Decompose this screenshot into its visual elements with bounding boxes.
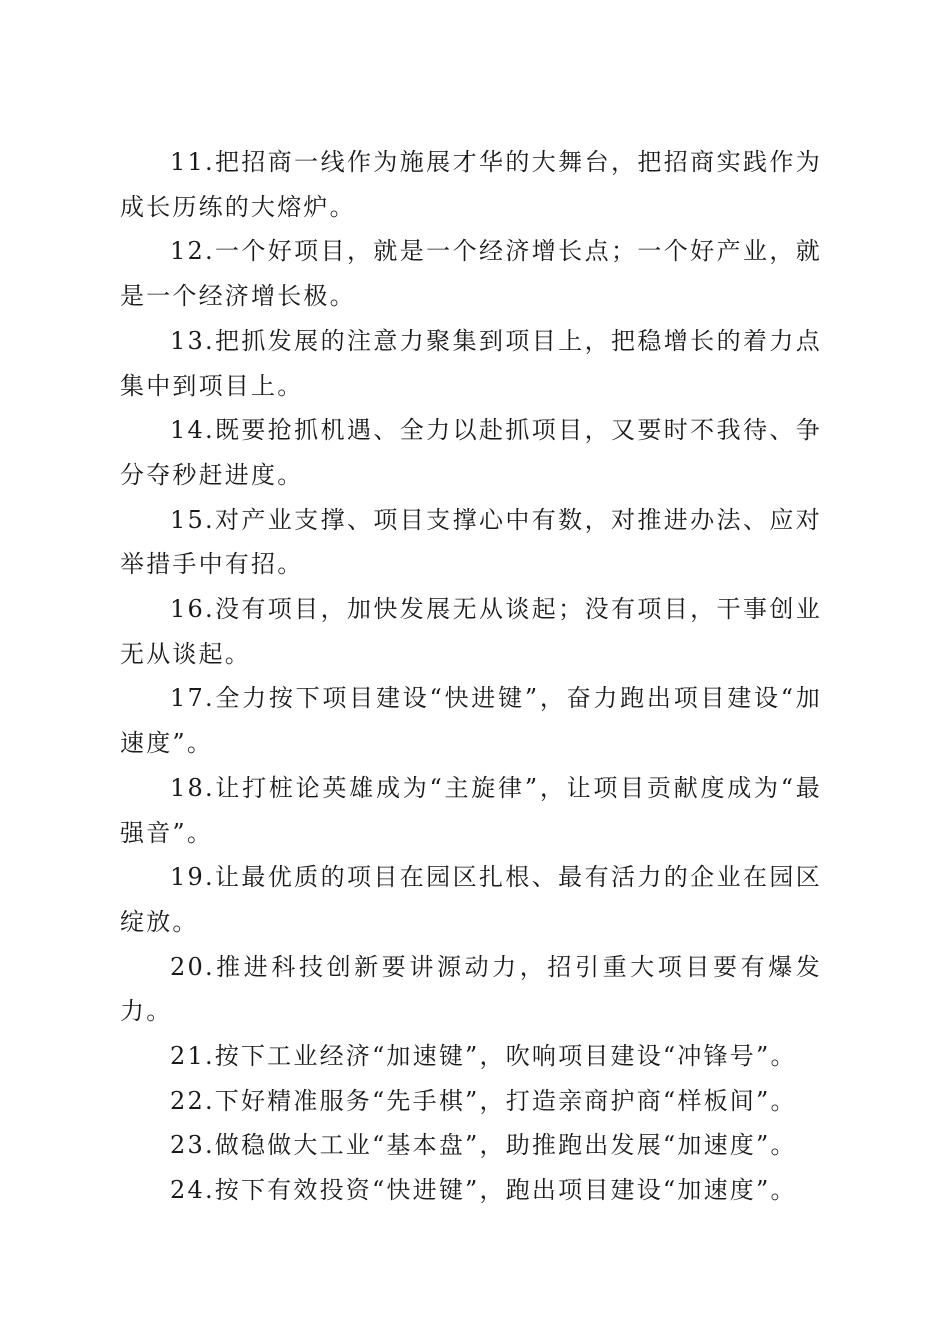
paragraph-20: 20.推进科技创新要讲源动力，招引重大项目要有爆发力。 [120,952,822,1026]
paragraph-21: 21.按下工业经济“加速键”，吹响项目建设“冲锋号”。 [170,1042,797,1071]
paragraph-18: 18.让打桩论英雄成为“主旋律”，让项目贡献度成为“最强音”。 [120,773,822,847]
paragraph-22: 22.下好精准服务“先手棋”，打造亲商护商“样板间”。 [170,1086,797,1115]
paragraph-19: 19.让最优质的项目在园区扎根、最有活力的企业在园区绽放。 [120,863,822,936]
paragraph-17: 17.全力按下项目建设“快进键”，奋力跑出项目建设“加速度”。 [120,684,822,758]
paragraph-24: 24.按下有效投资“快进键”，跑出项目建设“加速度”。 [170,1176,797,1205]
paragraph-12: 12.一个好项目，就是一个经济增长点；一个好产业，就是一个经济增长极。 [120,237,822,311]
paragraph-11: 11.把招商一线作为施展才华的大舞台，把招商实践作为成长历练的大熔炉。 [120,148,822,221]
paragraph-23: 23.做稳做大工业“基本盘”，助推跑出发展“加速度”。 [170,1131,797,1160]
paragraph-13: 13.把抓发展的注意力聚集到项目上，把稳增长的着力点集中到项目上。 [120,326,822,400]
paragraph-14: 14.既要抢抓机遇、全力以赴抓项目，又要时不我待、争分夺秒赶进度。 [120,416,822,489]
paragraph-15: 15.对产业支撑、项目支撑心中有数，对推进办法、应对举措手中有招。 [120,505,822,579]
document-body [120,140,822,1213]
paragraph-16: 16.没有项目，加快发展无从谈起；没有项目，干事创业无从谈起。 [120,595,822,668]
